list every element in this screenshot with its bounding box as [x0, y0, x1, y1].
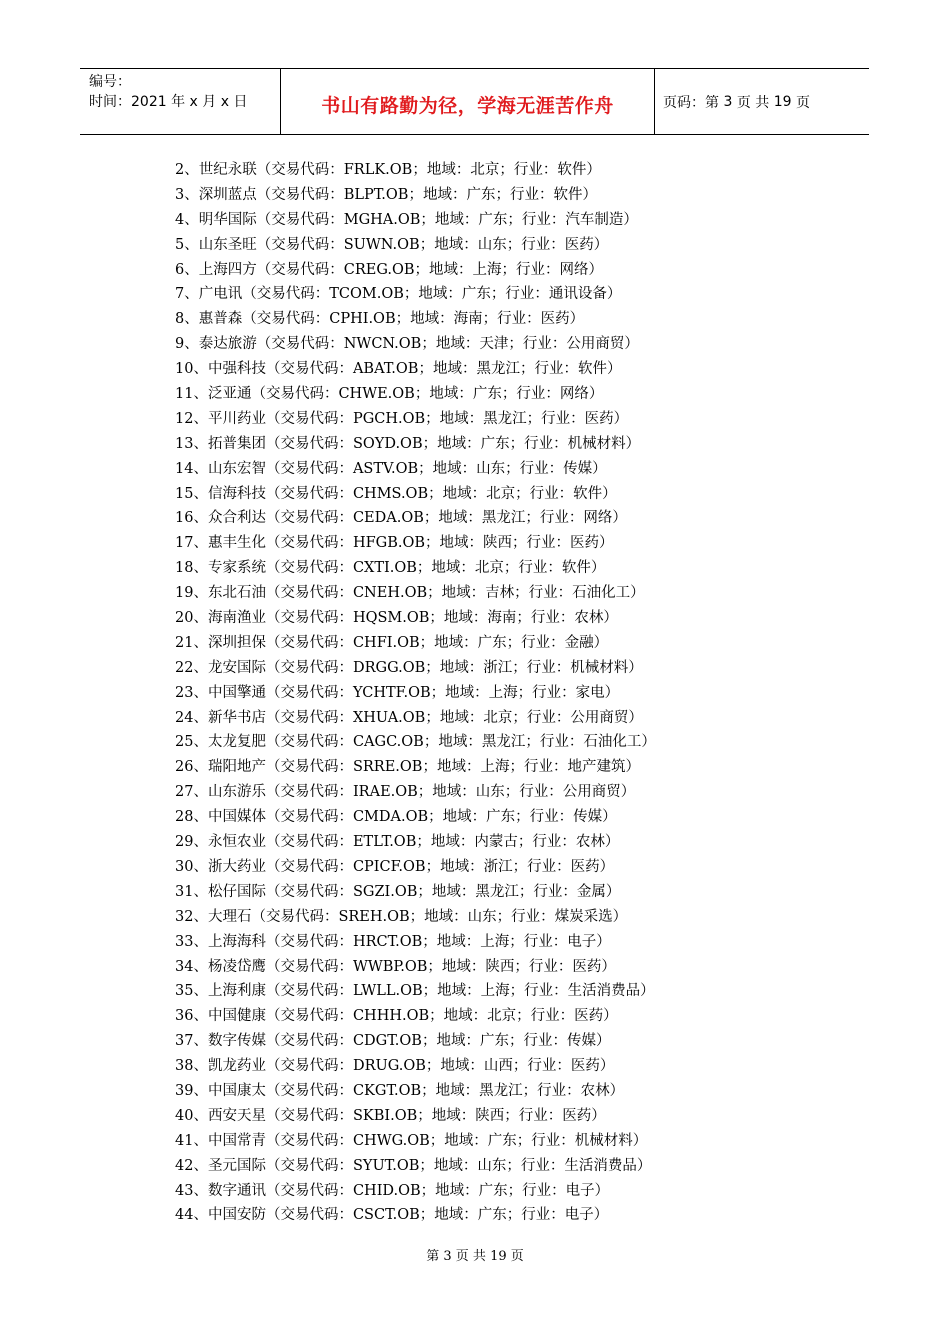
header-time-label: 时间：2021 年 x 月 x 日	[89, 94, 248, 110]
list-item: 27、山东游乐（交易代码：IRAE.OB；地域：山东；行业：公用商贸）	[175, 784, 636, 801]
header-page-number	[655, 69, 869, 134]
list-item: 35、上海利康（交易代码：LWLL.OB；地域：上海；行业：生活消费品）	[175, 983, 655, 1000]
list-item: 17、惠丰生化（交易代码：HFGB.OB；地域：陕西；行业：医药）	[175, 535, 614, 552]
footer-total: 19	[490, 1249, 507, 1264]
list-item: 7、广电讯（交易代码：TCOM.OB；地域：广东；行业：通讯设备）	[175, 286, 622, 303]
list-item: 29、永恒农业（交易代码：ETLT.OB；地域：内蒙古；行业：农林）	[175, 834, 620, 851]
list-item: 12、平川药业（交易代码：PGCH.OB；地域：黑龙江；行业：医药）	[175, 410, 629, 427]
header-motto: 书山有路勤为径，学海无涯苦作舟	[321, 95, 614, 117]
header-page-prefix: 页码：第	[663, 94, 719, 111]
list-item: 16、众合利达（交易代码：CEDA.OB；地域：黑龙江；行业：网络）	[175, 510, 627, 527]
list-item: 8、惠普森（交易代码：CPHI.OB；地域：海南；行业：医药）	[175, 311, 585, 328]
list-item: 26、瑞阳地产（交易代码：SRRE.OB；地域：上海；行业：地产建筑）	[175, 759, 640, 776]
footer-middle: 页 共	[455, 1249, 486, 1264]
list-item: 25、太龙复肥（交易代码：CAGC.OB；地域：黑龙江；行业：石油化工）	[175, 734, 656, 751]
list-item: 19、东北石油（交易代码：CNEH.OB；地域：吉林；行业：石油化工）	[175, 585, 645, 602]
list-item: 24、新华书店（交易代码：XHUA.OB；地域：北京；行业：公用商贸）	[175, 709, 643, 726]
list-item: 18、专家系统（交易代码：CXTI.OB；地域：北京；行业：软件）	[175, 560, 606, 577]
list-item: 38、凯龙药业（交易代码：DRUG.OB；地域：山西；行业：医药）	[175, 1058, 615, 1075]
page-header	[80, 68, 869, 135]
list-item: 5、山东圣旺（交易代码：SUWN.OB；地域：山东；行业：医药）	[175, 236, 609, 253]
list-item: 33、上海海科（交易代码：HRCT.OB；地域：上海；行业：电子）	[175, 933, 611, 950]
list-item: 40、西安天星（交易代码：SKBI.OB；地域：陕西；行业：医药）	[175, 1107, 606, 1124]
page-footer	[0, 1245, 950, 1264]
list-item: 22、龙安国际（交易代码：DRGG.OB；地域：浙江；行业：机械材料）	[175, 659, 643, 676]
header-page-middle: 页 共	[736, 94, 770, 111]
header-number-label: 编号：	[89, 74, 131, 90]
list-item: 20、海南渔业（交易代码：HQSM.OB；地域：海南；行业：农林）	[175, 610, 618, 627]
list-item: 6、上海四方（交易代码：CREG.OB；地域：上海；行业：网络）	[175, 261, 604, 278]
footer-current: 3	[443, 1249, 452, 1264]
header-motto-cell	[281, 69, 655, 134]
list-item: 28、中国媒体（交易代码：CMDA.OB；地域：广东；行业：传媒）	[175, 809, 617, 826]
header-page-current: 3	[723, 93, 733, 110]
list-item: 44、中国安防（交易代码：CSCT.OB；地域：广东；行业：电子）	[175, 1207, 609, 1224]
list-item: 21、深圳担保（交易代码：CHFI.OB；地域：广东；行业：金融）	[175, 634, 609, 651]
list-item: 11、泛亚通（交易代码：CHWE.OB；地域：广东；行业：网络）	[175, 386, 604, 403]
list-item: 42、圣元国际（交易代码：SYUT.OB；地域：山东；行业：生活消费品）	[175, 1157, 652, 1174]
list-item: 41、中国常青（交易代码：CHWG.OB；地域：广东；行业：机械材料）	[175, 1132, 648, 1149]
header-page-total: 19	[773, 93, 792, 110]
list-item: 14、山东宏智（交易代码：ASTV.OB；地域：山东；行业：传媒）	[175, 460, 607, 477]
list-item: 4、明华国际（交易代码：MGHA.OB；地域：广东；行业：汽车制造）	[175, 211, 638, 228]
list-item: 43、数字通讯（交易代码：CHID.OB；地域：广东；行业：电子）	[175, 1182, 610, 1199]
header-meta	[80, 69, 281, 134]
list-item: 2、世纪永联（交易代码：FRLK.OB；地域：北京；行业：软件）	[175, 162, 601, 178]
list-item: 34、杨凌岱鹰（交易代码：WWBP.OB；地域：陕西；行业：医药）	[175, 958, 616, 975]
header-page-suffix: 页	[796, 94, 811, 111]
list-item: 37、数字传媒（交易代码：CDGT.OB；地域：广东；行业：传媒）	[175, 1033, 611, 1050]
list-item: 9、泰达旅游（交易代码：NWCN.OB；地域：天津；行业：公用商贸）	[175, 336, 639, 353]
list-item: 10、中强科技（交易代码：ABAT.OB；地域：黑龙江；行业：软件）	[175, 361, 622, 378]
footer-suffix: 页	[510, 1249, 524, 1264]
list-item: 13、拓普集团（交易代码：SOYD.OB；地域：广东；行业：机械材料）	[175, 435, 641, 452]
list-item: 23、中国擎通（交易代码：YCHTF.OB；地域：上海；行业：家电）	[175, 684, 620, 701]
list-item: 30、浙大药业（交易代码：CPICF.OB；地域：浙江；行业：医药）	[175, 858, 615, 875]
company-list	[175, 158, 656, 1228]
list-item: 3、深圳蓝点（交易代码：BLPT.OB；地域：广东；行业：软件）	[175, 186, 597, 203]
list-item: 15、信海科技（交易代码：CHMS.OB；地域：北京；行业：软件）	[175, 485, 617, 502]
list-item: 32、大理石（交易代码：SREH.OB；地域：山东；行业：煤炭采选）	[175, 908, 628, 925]
list-item: 36、中国健康（交易代码：CHHH.OB；地域：北京；行业：医药）	[175, 1008, 618, 1025]
list-item: 31、松仔国际（交易代码：SGZI.OB；地域：黑龙江；行业：金属）	[175, 883, 621, 900]
footer-prefix: 第	[426, 1249, 440, 1264]
list-item: 39、中国康太（交易代码：CKGT.OB；地域：黑龙江；行业：农林）	[175, 1082, 625, 1099]
